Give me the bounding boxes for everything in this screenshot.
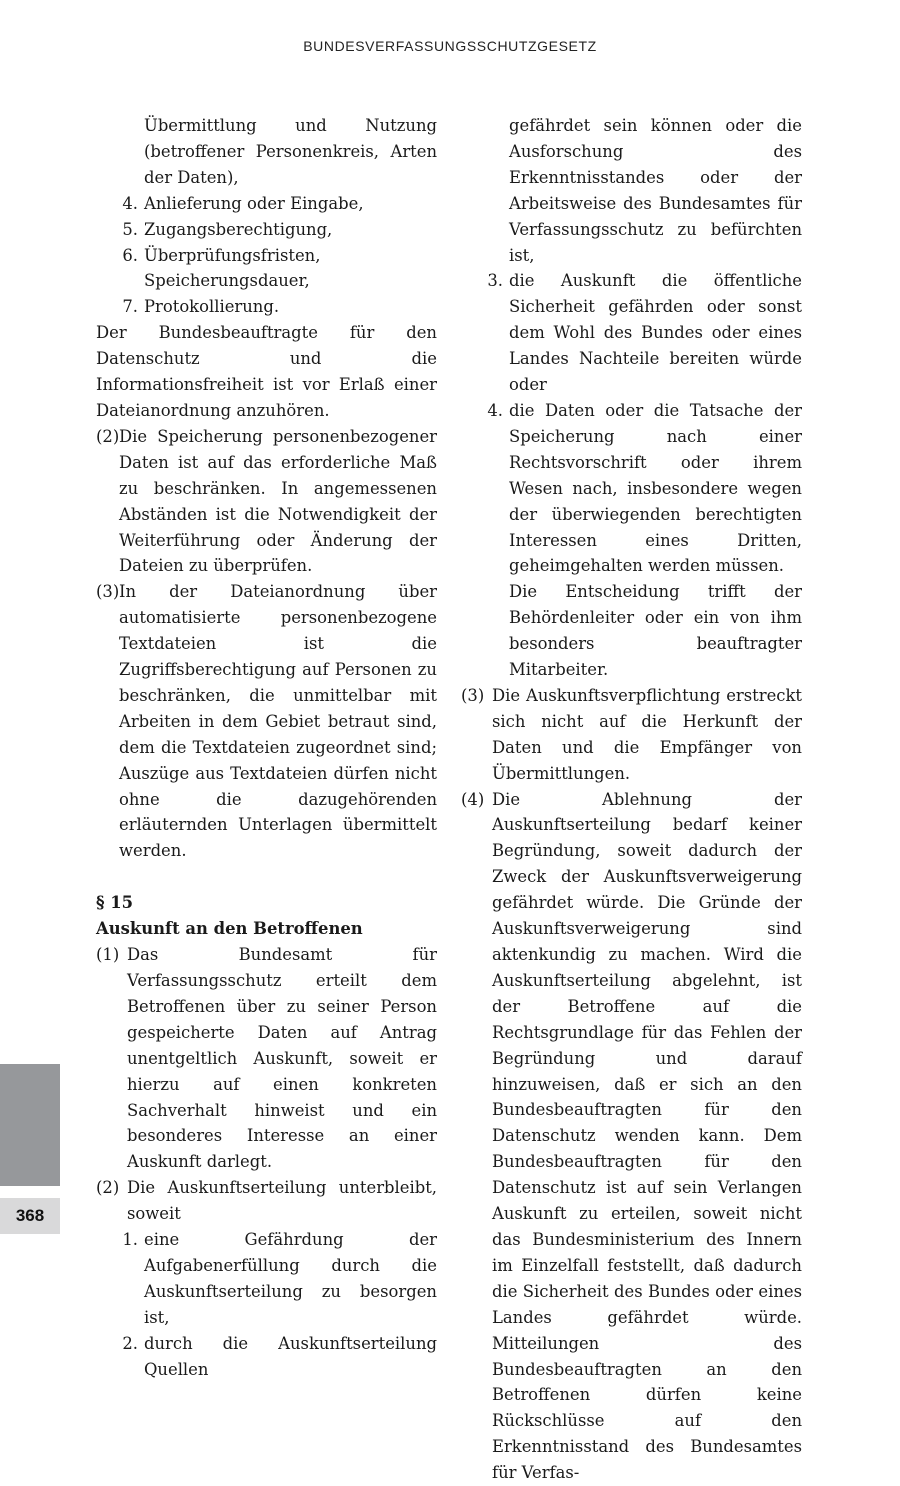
page-number: 368 — [0, 1198, 60, 1234]
list-item — [461, 398, 802, 579]
running-head: BUNDESVERFASSUNGSSCHUTZGESETZ — [303, 38, 597, 54]
paragraph — [96, 579, 437, 864]
list-text: Zugangsberechtigung, — [144, 219, 333, 239]
list-number: 5. — [122, 219, 138, 239]
paragraph-number: (3) — [461, 685, 485, 705]
list-item — [96, 1227, 437, 1331]
list-number: 1. — [122, 1230, 138, 1250]
paragraph-number: (1) — [96, 945, 120, 965]
right-column — [461, 113, 802, 1486]
section-number: § 15 — [96, 893, 134, 913]
list-item — [461, 268, 802, 398]
paragraph-text: Die Auskunftserteilung unterbleibt, soweit — [127, 1178, 437, 1224]
list-number: 4. — [122, 193, 138, 213]
list-text: Anlieferung oder Eingabe, — [144, 193, 364, 213]
paragraph-text: Der Bundesbeauftragte für den Datenschutz und die Informationsfreiheit ist vor Erlaß einer Dateianordnung anzuhören. — [96, 323, 437, 420]
list-text: eine Gefährdung der Aufgabenerfüllung durch die Auskunftserteilung zu besorgen ist, — [144, 1230, 437, 1327]
paragraph-text: Die Speicherung personenbezogener Daten ist auf das erforderliche Maß zu beschränken. In angemessenen Abständen ist die Notwendigkeit der Weiterführung oder Änderung der Dateien zu überprüfen. — [119, 426, 437, 576]
paragraph-text: Die Auskunftsverpflichtung erstreckt sich nicht auf die Herkunft der Daten und die Empfänger von Übermittlungen. — [492, 685, 802, 783]
list-item — [96, 217, 437, 243]
paragraph-number: (2) — [96, 426, 120, 446]
paragraph-number: (4) — [461, 789, 485, 809]
list-item — [96, 243, 437, 295]
paragraph — [96, 1175, 437, 1227]
paragraph — [96, 424, 437, 579]
list-item-continuation: Übermittlung und Nutzung (betroffener Personenkreis, Arten der Daten), — [144, 116, 437, 187]
paragraph-text: Die Ablehnung der Auskunftserteilung bedarf keiner Begründung, soweit dadurch der Zweck der Auskunftsverweigerung gefährdet würde. Die Gründe der Auskunftsverweigerung sind aktenkundig zu machen. Wird die Auskunftserteilung abgelehnt, ist der Betroffene auf die Rechtsgrundlage für das Fehlen der Begründung und darauf hinzuweisen, daß er sich an den Bundesbeauftragten für den Datenschutz wenden kann. Dem Bundesbeauftragten für den Datenschutz ist auf sein Verlangen Auskunft zu erteilen, soweit nicht das Bundesministerium des Innern im Einzelfall feststellt, daß dadurch die Sicherheit des Bundes oder eines Landes gefährdet würde. Mitteilungen des Bundesbeauftragten an den Betroffenen dürfen keine Rückschlüsse auf den Erkenntnisstand des Bundesamtes für Verfas- — [492, 789, 802, 1483]
paragraph-text: Das Bundesamt für Verfassungsschutz erteilt dem Betroffenen über zu seiner Person gespeicherte Daten auf Antrag unentgeltlich Auskunft, soweit er hierzu auf einen konkreten Sachverhalt hinweist und ein besonderes Interesse an einer Auskunft darlegt. — [127, 945, 437, 1172]
paragraph-text: In der Dateianordnung über automatisierte personenbezogene Textdateien ist die Zugriffsberechtigung auf Personen zu beschränken, die unmittelbar mit Arbeiten in dem Gebiet betraut sind, dem die Textdateien zugeordnet sind; Auszüge aus Textdateien dürfen nicht ohne die dazugehörenden erläuternden Unterlagen übermittelt werden. — [119, 582, 437, 861]
list-number: 6. — [122, 245, 138, 265]
list-text: Protokollierung. — [144, 297, 280, 317]
list-number: 3. — [487, 271, 503, 291]
list-text: die Auskunft die öffentliche Sicherheit gefährden oder sonst dem Wohl des Bundes oder eines Landes Nachteile bereiten würde oder — [509, 271, 802, 395]
list-item-continuation: gefährdet sein können oder die Ausforschung des Erkenntnisstandes oder der Arbeitsweise des Bundesamtes für Verfassungsschutz zu befürchten ist, — [509, 116, 802, 265]
list-text: durch die Auskunftserteilung Quellen — [144, 1333, 437, 1379]
list-number: 4. — [487, 400, 503, 420]
list-item — [96, 1331, 437, 1383]
decision-note: Die Entscheidung trifft der Behördenleiter oder ein von ihm besonders beauftragter Mitarbeiter. — [509, 582, 802, 680]
list-text: Überprüfungsfristen, Speicherungsdauer, — [144, 245, 321, 291]
chapter-tab — [0, 1064, 60, 1186]
paragraph-number: (3) — [96, 582, 120, 602]
paragraph-number: (2) — [96, 1178, 120, 1198]
section-title: Auskunft an den Betroffenen — [96, 919, 363, 939]
paragraph — [461, 787, 802, 1486]
list-number: 7. — [122, 297, 138, 317]
list-item — [96, 294, 437, 320]
paragraph — [461, 683, 802, 787]
left-column — [96, 113, 437, 1383]
paragraph — [96, 942, 437, 1175]
list-number: 2. — [122, 1333, 138, 1353]
list-text: die Daten oder die Tatsache der Speicherung nach einer Rechtsvorschrift oder ihrem Wesen nach, insbesondere wegen der überwiegenden berechtigten Interessen eines Dritten, geheimgehalten werden müssen. — [509, 400, 802, 576]
list-item — [96, 191, 437, 217]
